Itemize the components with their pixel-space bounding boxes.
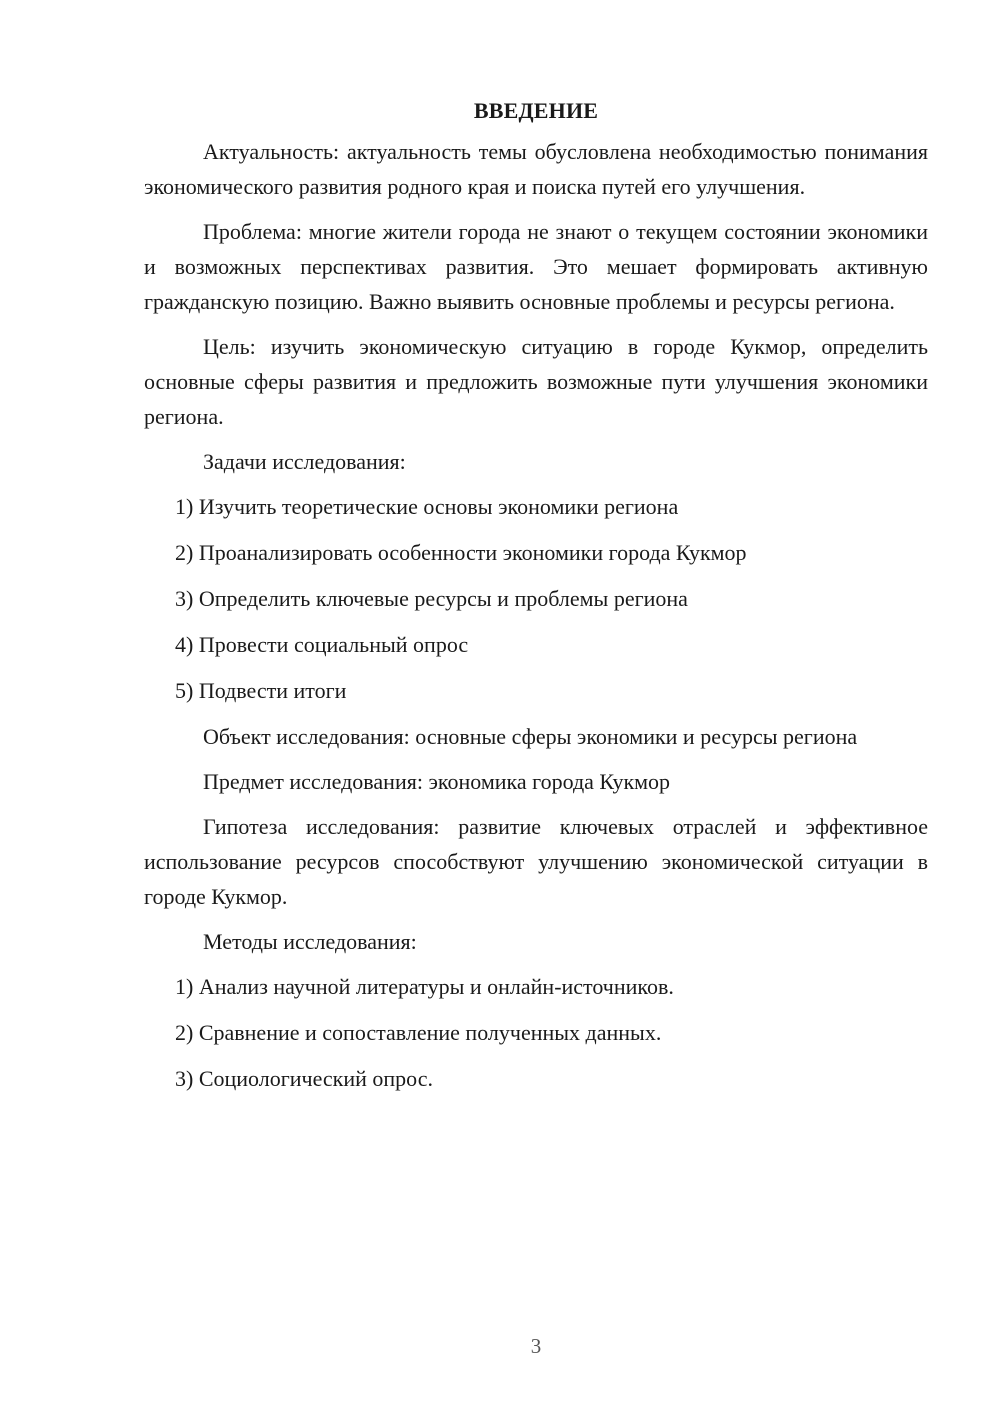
list-item: 1) Изучить теоретические основы экономики региона xyxy=(175,494,679,519)
methods-list xyxy=(144,969,928,1096)
list-item: 3) Социологический опрос. xyxy=(175,1066,433,1091)
tasks-heading: Задачи исследования: xyxy=(203,449,406,474)
subject-paragraph: Предмет исследования: экономика города Кукмор xyxy=(203,769,671,794)
hypothesis-paragraph: Гипотеза исследования: развитие ключевых отраслей и эффективное использование ресурсов способствуют улучшению экономической ситуации в городе Кукмор. xyxy=(144,814,928,909)
goal-paragraph: Цель: изучить экономическую ситуацию в городе Кукмор, определить основные сферы развития и предложить возможные пути улучшения экономики региона. xyxy=(144,334,928,429)
list-item: 4) Провести социальный опрос xyxy=(175,632,469,657)
object-paragraph: Объект исследования: основные сферы экономики и ресурсы региона xyxy=(203,724,858,749)
list-item: 2) Проанализировать особенности экономики города Кукмор xyxy=(175,540,747,565)
page-number: 3 xyxy=(530,1334,542,1358)
list-item: 3) Определить ключевые ресурсы и проблемы региона xyxy=(175,586,688,611)
list-item: 1) Анализ научной литературы и онлайн-источников. xyxy=(175,974,674,999)
list-item: 2) Сравнение и сопоставление полученных данных. xyxy=(175,1020,662,1045)
methods-heading: Методы исследования: xyxy=(203,929,417,954)
list-item: 5) Подвести итоги xyxy=(175,678,347,703)
tasks-list xyxy=(144,489,928,708)
section-title: ВВЕДЕНИЕ xyxy=(473,98,599,123)
document-body xyxy=(144,93,928,1107)
relevance-paragraph: Актуальность: актуальность темы обусловлена необходимостью понимания экономического развития родного края и поиска путей его улучшения. xyxy=(144,139,928,199)
problem-paragraph: Проблема: многие жители города не знают о текущем состоянии экономики и возможных перспективах развития. Это мешает формировать активную гражданскую позицию. Важно выявить основные проблемы и ресурсы региона. xyxy=(144,219,928,314)
